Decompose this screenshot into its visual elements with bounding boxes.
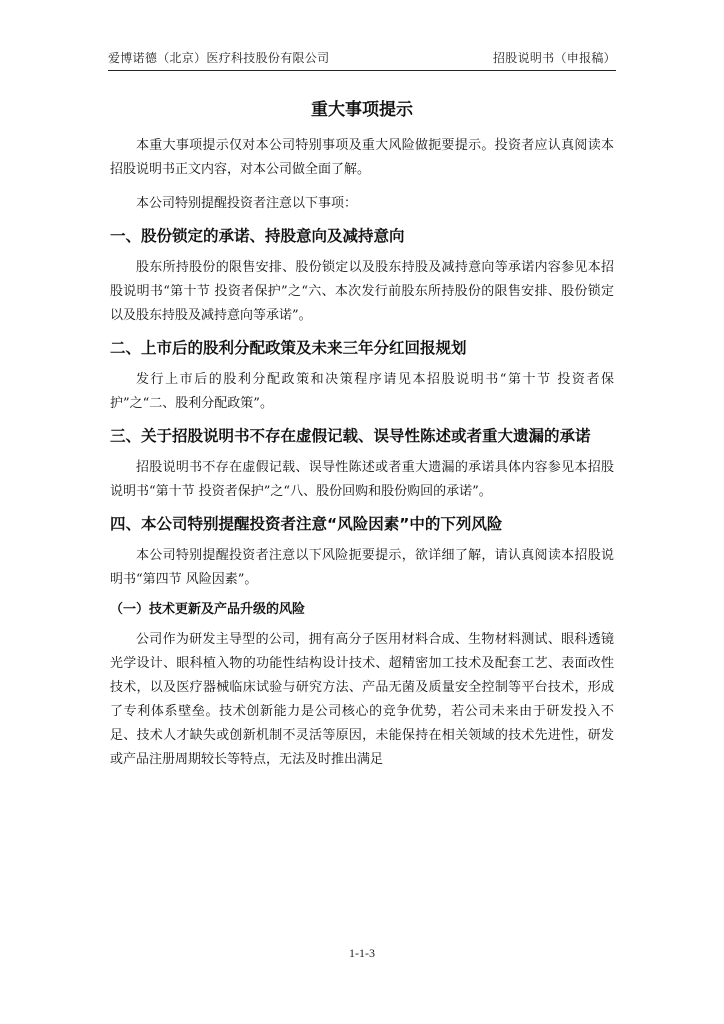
section-heading-share-lockup: 一、股份锁定的承诺、持股意向及减持意向: [110, 227, 405, 245]
intro-reminder: 本公司特别提醒投资者注意以下事项：: [136, 196, 358, 211]
page-number: 1-1-3: [349, 946, 375, 960]
section-body-risk-factors: 本公司特别提醒投资者注意以下风险扼要提示，欲详细了解，请认真阅读本招股说明书“第四节 风险因素”。: [110, 548, 614, 587]
section-heading-risk-factors: 四、本公司特别提醒投资者注意“风险因素”中的下列风险: [110, 515, 503, 533]
intro-paragraph: 本重大事项提示仅对本公司特别事项及重大风险做扼要提示。投资者应认真阅读本招股说明书正文内容，对本公司做全面了解。: [110, 138, 614, 177]
header-document-type: 招股说明书（申报稿）: [492, 51, 616, 65]
page-title: 重大事项提示: [311, 100, 413, 120]
section-body-share-lockup: 股东所持股份的限售安排、股份锁定以及股东持股及减持意向等承诺内容参见本招股说明书“第十节 投资者保护”之“六、本次发行前股东所持股份的限售安排、股份锁定以及股东持股及减持意向等承诺”。: [110, 260, 614, 323]
header-divider: [108, 70, 616, 71]
page-header: [108, 48, 616, 68]
section-body-prospectus-commitment: 招股说明书不存在虚假记载、误导性陈述或者重大遗漏的承诺具体内容参见本招股说明书“第十节 投资者保护”之“八、股份回购和股份购回的承诺”。: [110, 460, 614, 499]
subsection-heading-technology-risk: （一）技术更新及产品升级的风险: [110, 602, 306, 617]
section-heading-prospectus-commitment: 三、关于招股说明书不存在虚假记载、误导性陈述或者重大遗漏的承诺: [110, 427, 591, 445]
subsection-body-technology-risk: 公司作为研发主导型的公司，拥有高分子医用材料合成、生物材料测试、眼科透镜光学设计、眼科植入物的功能性结构设计技术、超精密加工技术及配套工艺、表面改性技术，以及医疗器械临床试验与研究方法、产品无菌及质量安全控制等平台技术，形成了专利体系壁垒。技术创新能力是公司核心的竞争优势，若公司未来由于研发投入不足、技术人才缺失或创新机制不灵活等原因，未能保持在相关领域的技术先进性，研发或产品注册周期较长等特点，无法及时推出满足: [110, 632, 614, 767]
section-heading-dividend-policy: 二、上市后的股利分配政策及未来三年分红回报规划: [110, 339, 467, 357]
header-company-name: 爱博诺德（北京）医疗科技股份有限公司: [108, 51, 330, 65]
document-body: [110, 92, 614, 772]
section-body-dividend-policy: 发行上市后的股利分配政策和决策程序请见本招股说明书“第十节 投资者保护”之“二、股利分配政策”。: [110, 372, 614, 411]
